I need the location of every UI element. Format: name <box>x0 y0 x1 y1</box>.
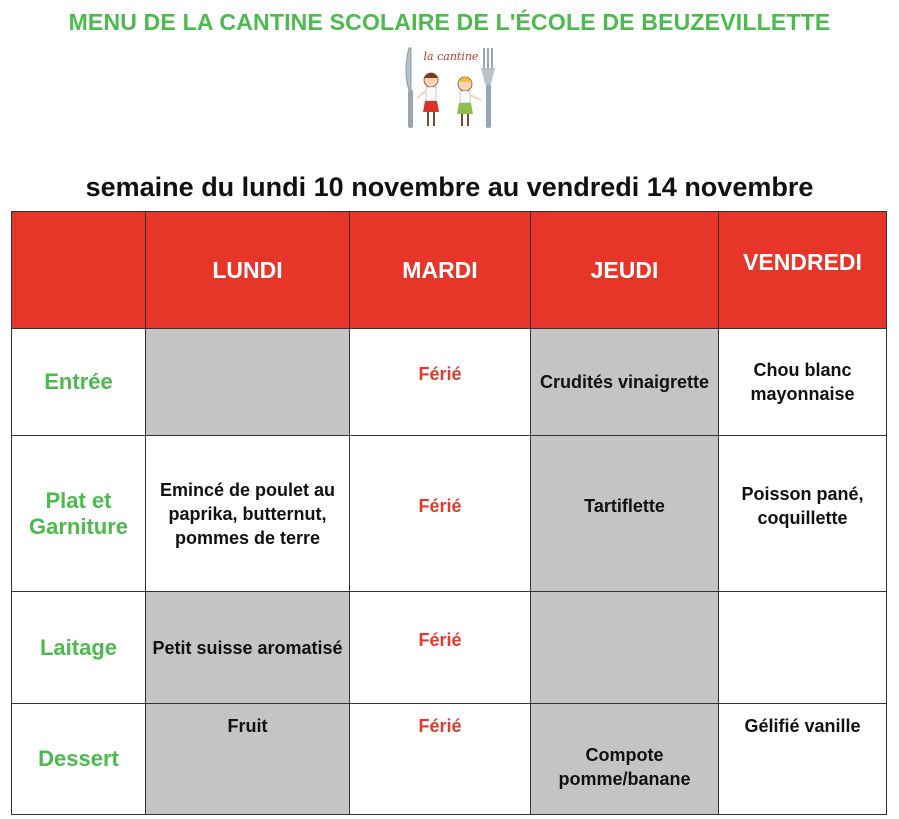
table-row <box>12 329 887 436</box>
table-cell: Férié <box>350 704 531 815</box>
row-label: Laitage <box>12 592 146 704</box>
row-label: Plat et Garniture <box>12 436 146 592</box>
table-cell: Gélifié vanille <box>719 704 887 815</box>
row-label: Dessert <box>12 704 146 815</box>
table-cell: Petit suisse aromatisé <box>146 592 350 704</box>
table-cell: Crudités vinaigrette <box>531 329 719 436</box>
header-lundi: LUNDI <box>146 212 350 329</box>
header-jeudi: JEUDI <box>531 212 719 329</box>
table-cell <box>719 592 887 704</box>
page-title: MENU DE LA CANTINE SCOLAIRE DE L'ÉCOLE DE BEUZEVILLETTE <box>68 9 831 35</box>
table-cell <box>350 592 531 704</box>
menu-table <box>11 211 887 815</box>
table-row <box>12 592 887 704</box>
table-cell: Chou blanc mayonnaise <box>719 329 887 436</box>
ferie-label: Férié <box>418 364 462 384</box>
cantine-logo <box>395 44 507 132</box>
header-vendredi <box>719 212 887 329</box>
table-cell <box>531 704 719 815</box>
table-row <box>12 436 887 592</box>
week-subtitle: semaine du lundi 10 novembre au vendredi 14 novembre <box>85 172 814 202</box>
table-cell: Emincé de poulet au paprika, butternut, pommes de terre <box>146 436 350 592</box>
table-cell <box>719 436 887 592</box>
table-cell <box>531 592 719 704</box>
table-cell <box>146 329 350 436</box>
header-corner <box>12 212 146 329</box>
header-vendredi-label: VENDREDI <box>743 248 862 275</box>
ferie-label: Férié <box>418 495 462 516</box>
cell-text: Compote pomme/banane <box>558 745 691 789</box>
ferie-label: Férié <box>418 629 462 650</box>
row-label: Entrée <box>12 329 146 436</box>
table-cell <box>350 329 531 436</box>
table-cell <box>531 436 719 592</box>
table-row <box>12 704 887 815</box>
table-cell: Fruit <box>146 704 350 815</box>
table-cell <box>350 436 531 592</box>
cell-text: Tartiflette <box>584 495 665 516</box>
logo-text: la cantine <box>423 50 479 63</box>
header-row <box>12 212 887 329</box>
header-mardi: MARDI <box>350 212 531 329</box>
cell-text: Poisson pané, coquillette <box>741 483 864 528</box>
